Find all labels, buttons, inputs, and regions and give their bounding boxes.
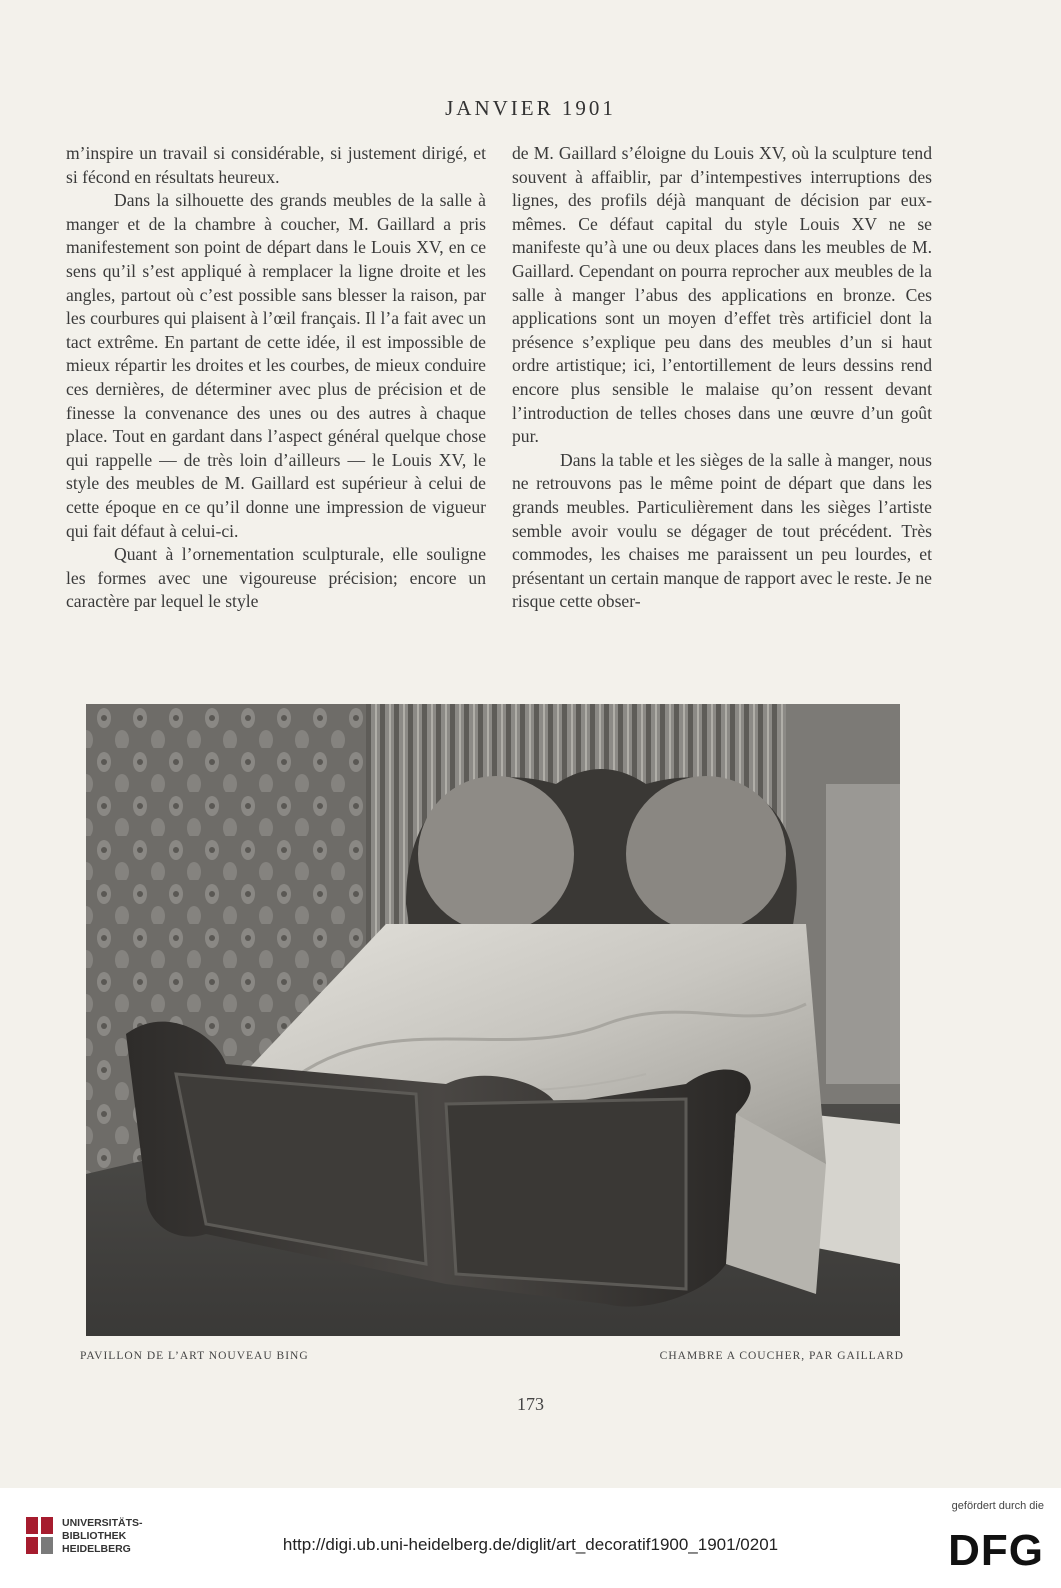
bedroom-photograph [86,704,900,1336]
paragraph: Quant à l’ornementation sculpturale, elle souligne les formes avec une vigoureuse précision; encore un caractère par lequel le style [66,544,486,612]
dfg-logo: DFG [948,1526,1044,1575]
bed-illustration [86,704,900,1336]
permalink-url[interactable]: http://digi.ub.uni-heidelberg.de/diglit/art_decoratif1900_1901/0201 [282,1535,779,1554]
paragraph: Dans la silhouette des grands meubles de la salle à manger et de la chambre à coucher, M. Gaillard a pris manifestement son point de départ dans le Louis XV, en ce sens qu’il s’est appliqué à remplacer la ligne droite et les angles, partout où c’est possible sans blesser la raison, par les courbures qui plaisent à l’œil français. Il l’a fait avec un tact extrême. En partant de cette idée, il est impossible de mieux répartir les droites et les courbes, de mieux conduire ces dernières, de déterminer avec plus de précision et de finesse la convenance des unes ou des autres à chaque place. Tout en gardant dans l’aspect général quelque chose qui rappelle — de très loin d’ailleurs — le Louis XV, le style des meubles de M. Gaillard est supérieur à celui de cette époque en ce qu’il donne une impression de vigueur qui fait défaut à celui-ci. [66,190,486,541]
running-head: JANVIER 1901 [445,96,616,120]
sponsor-label: gefördert durch die [951,1500,1044,1512]
caption-right: CHAMBRE A COUCHER, PAR GAILLARD [659,1350,904,1362]
paragraph: m’inspire un travail si considérable, si justement dirigé, et si fécond en résultats heureux. [66,143,486,187]
caption-left: PAVILLON DE L’ART NOUVEAU BING [80,1350,309,1362]
right-column [512,142,932,614]
library-line: HEIDELBERG [62,1543,131,1555]
left-column [66,142,486,614]
paragraph: de M. Gaillard s’éloigne du Louis XV, où la sculpture tend souvent à affaiblir, par d’intempestives interruptions des lignes, des profils déjà manquant de décision par eux-mêmes. Ce défaut capital du style Louis XV ne se manifeste qu’à une ou deux places dans les meubles de M. Gaillard. Cependant on pourra reprocher aux meubles de la salle à manger l’abus des applications en bronze. Ces applications sont un moyen d’effet très artificiel dont la présence s’explique peu dans des meubles d’un si haut ordre artistique; ici, l’entortillement de leurs dessins rend encore plus sensible le malaise qu’on ressent devant l’introduction de telles choses dans une œuvre d’un goût pur. [512,143,932,447]
paragraph: Dans la table et les sièges de la salle à manger, nous ne retrouvons pas le même point de départ que dans les grands meubles. Particulièrement dans les sièges l’artiste semble avoir voulu se dégager de tout précédent. Très commodes, les chaises me paraissent un peu lourdes, et présentant un certain manque de rapport avec le reste. Je ne risque cette obser- [512,449,932,612]
library-line: BIBLIOTHEK [62,1530,127,1542]
library-line: UNIVERSITÄTS- [62,1517,143,1529]
page-number: 173 [517,1394,544,1414]
digitization-footer [0,1488,1061,1588]
